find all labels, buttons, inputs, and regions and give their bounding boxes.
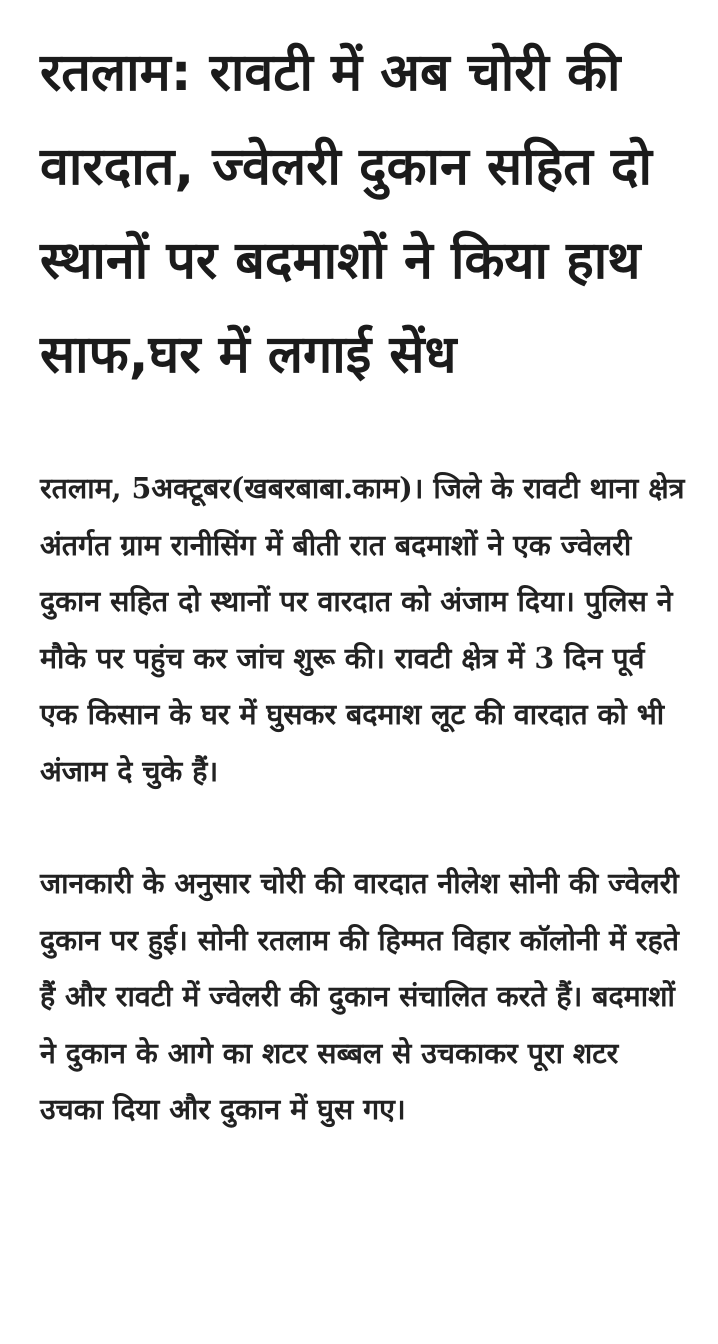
- article: [40, 0, 690, 1138]
- article-paragraph-2: जानकारी के अनुसार चोरी की वारदात नीलेश सोनी की ज्वेलरी दुकान पर हुई। सोनी रतलाम की हिम्मत विहार कॉलोनी में रहते हैं और रावटी में ज्वेलरी की दुकान संचालित करते हैं। बदमाशों ने दुकान के आगे का शटर सब्बल से उचकाकर पूरा शटर उचका दिया और दुकान में घुस गए।: [40, 866, 679, 1126]
- article-paragraph-1: रतलाम, 5अक्टूबर(खबरबाबा.काम)। जिले के रावटी थाना क्षेत्र अंतर्गत ग्राम रानीसिंग में बीती रात बदमाशों ने एक ज्वेलरी दुकान सहित दो स्थानों पर वारदात को अंजाम दिया। पुलिस ने मौके पर पहुंच कर जांच शुरू की। रावटी क्षेत्र में 3 दिन पूर्व एक किसान के घर में घुसकर बदमाश लूट की वारदात को भी अंजाम दे चुके हैं।: [40, 471, 685, 788]
- article-headline: रतलाम: रावटी में अब चोरी की वारदात, ज्वेलरी दुकान सहित दो स्थानों पर बदमाशों ने किया हाथ साफ,घर में लगाई सेंध: [40, 43, 653, 385]
